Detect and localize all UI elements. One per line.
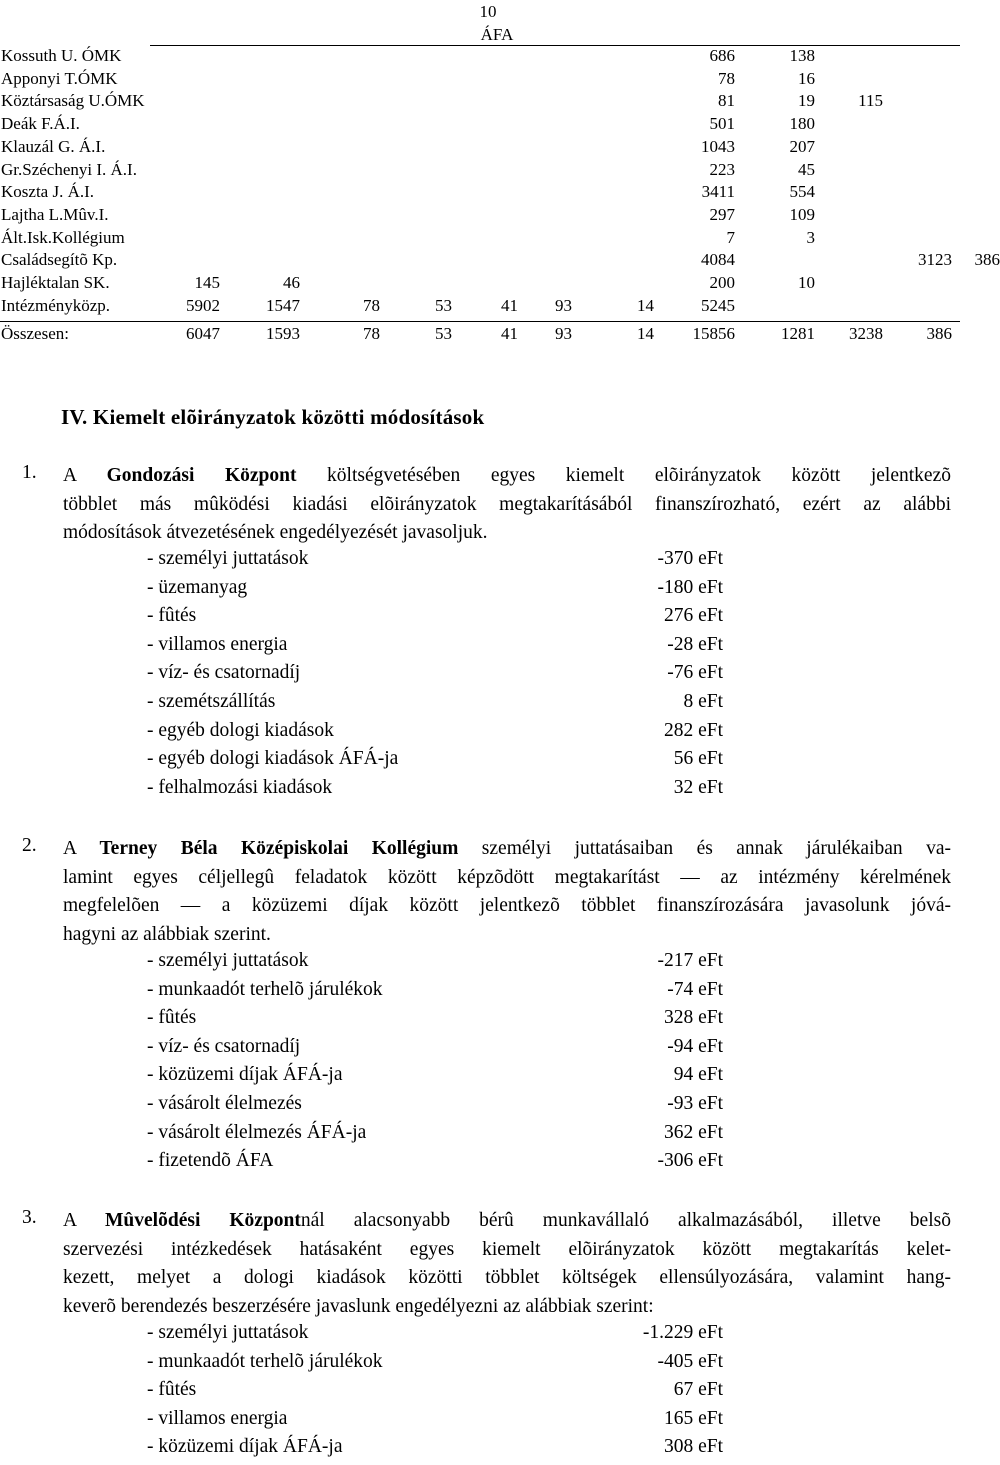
item-label: - víz- és csatornadíj xyxy=(147,1035,301,1057)
list-item xyxy=(147,691,723,720)
item-value: -306 eFt xyxy=(657,1150,723,1172)
cell-col-8: 81 xyxy=(718,91,735,111)
list-item xyxy=(147,1436,723,1465)
cell-col-9: 207 xyxy=(789,136,815,156)
table-row xyxy=(0,205,960,227)
list-item xyxy=(147,1408,723,1437)
item-value: 67 eFt xyxy=(673,1379,723,1401)
row-label: Családsegítõ Kp. xyxy=(1,250,118,270)
cell-col-4: 53 xyxy=(435,295,452,315)
item-label: - villamos energia xyxy=(147,1407,288,1429)
cell-col-8: 7 xyxy=(726,227,735,247)
item-value: 362 eFt xyxy=(663,1121,723,1143)
item-value: 94 eFt xyxy=(673,1064,723,1086)
table-row xyxy=(0,137,960,159)
item-value: -180 eFt xyxy=(657,576,723,598)
item-value: 308 eFt xyxy=(663,1436,723,1458)
item-label: - fûtés xyxy=(147,605,197,627)
list-item xyxy=(147,777,723,806)
para3-number: 3. xyxy=(22,1207,37,1228)
cell-col-8: 1043 xyxy=(701,136,735,156)
item-value: -94 eFt xyxy=(667,1035,723,1057)
cell-col-8: 3411 xyxy=(701,182,735,202)
list-item xyxy=(147,605,723,634)
list-item xyxy=(147,1379,723,1408)
cell-col-8: 200 xyxy=(709,273,735,292)
list-item xyxy=(147,1036,723,1065)
cell-col-1: 6047 xyxy=(186,324,220,343)
cell-col-5: 41 xyxy=(501,324,518,343)
list-item xyxy=(147,1122,723,1151)
list-item xyxy=(147,1093,723,1122)
list-item xyxy=(147,548,723,577)
list-item xyxy=(147,950,723,979)
cell-col-9: 138 xyxy=(789,46,815,65)
cell-col-2: 1547 xyxy=(266,295,300,315)
table-row xyxy=(0,182,960,204)
table-row xyxy=(0,91,960,113)
cell-col-3: 78 xyxy=(363,324,380,343)
table-row xyxy=(0,46,960,68)
item-label: - közüzemi díjak ÁFÁ-ja xyxy=(147,1436,343,1458)
section-title: IV. Kiemelt elõirányzatok közötti módosítások xyxy=(61,405,485,429)
item-label: - üzemanyag xyxy=(147,576,248,598)
cell-col-8: 78 xyxy=(718,68,735,88)
item-value: 276 eFt xyxy=(663,605,723,627)
cell-col-9: 180 xyxy=(789,114,815,134)
para3-institution: Mûvelõdési Központ xyxy=(105,1210,301,1231)
para1-items xyxy=(147,548,723,805)
row-label: Összesen: xyxy=(1,324,69,343)
list-item xyxy=(147,1007,723,1036)
list-item xyxy=(147,577,723,606)
list-item xyxy=(147,1150,723,1179)
cell-col-2: 46 xyxy=(283,273,300,292)
table-row xyxy=(0,296,960,318)
cell-col-10: 3238 xyxy=(849,324,883,343)
list-item xyxy=(147,1322,723,1351)
para1-number: 1. xyxy=(22,462,37,483)
row-label: Köztársaság U.ÓMK xyxy=(1,91,145,111)
cell-col-11: 3123 xyxy=(918,250,952,270)
row-label: Koszta J. Á.I. xyxy=(1,182,95,202)
item-value: 328 eFt xyxy=(663,1007,723,1029)
cell-col-6: 93 xyxy=(555,295,572,315)
cell-col-12: 386 xyxy=(974,250,1000,270)
cell-col-1: 145 xyxy=(194,273,220,292)
cell-col-9: 10 xyxy=(798,273,815,292)
row-label: Gr.Széchenyi I. Á.I. xyxy=(1,159,137,179)
cell-col-8: 5245 xyxy=(701,295,735,315)
total-row xyxy=(0,324,960,346)
cell-col-3: 78 xyxy=(363,295,380,315)
cell-col-8: 4084 xyxy=(701,250,735,270)
list-item xyxy=(147,634,723,663)
item-value: 8 eFt xyxy=(683,690,723,712)
item-label: - fûtés xyxy=(147,1007,197,1029)
item-label: - vásárolt élelmezés xyxy=(147,1092,302,1114)
cell-col-10: 115 xyxy=(858,91,883,111)
item-label: - fûtés xyxy=(147,1379,197,1401)
item-value: 32 eFt xyxy=(673,776,723,798)
row-label: Intézményközp. xyxy=(1,295,111,315)
list-item xyxy=(147,1351,723,1380)
list-item xyxy=(147,1064,723,1093)
item-label: - közüzemi díjak ÁFÁ-ja xyxy=(147,1064,343,1086)
cell-col-8: 686 xyxy=(709,46,735,65)
row-label: Klauzál G. Á.I. xyxy=(1,136,106,156)
row-label: Ált.Isk.Kollégium xyxy=(1,227,125,247)
item-value: -76 eFt xyxy=(667,662,723,684)
table-row xyxy=(0,273,960,295)
cell-col-9: 3 xyxy=(806,227,815,247)
cell-col-8: 15856 xyxy=(692,324,735,343)
para1-text: A Gondozási Központ költségvetésében egyes kiemelt elõirányzatok között jelentkezõ többlet más mûködési kiadási elõirányzatok megtakarításából finanszírozható, ezért az alábbi módosítások átvezetésének engedélyezését javasoljuk. xyxy=(63,465,951,543)
item-value: -1.229 eFt xyxy=(642,1322,723,1343)
para2-number: 2. xyxy=(22,835,37,856)
para2-text: A Terney Béla Középiskolai Kollégium személyi juttatásaiban és annak járulékaiban va- lamint egyes céljellegû feladatok között képzõdött megtakarítást — az intézmény kérelmének megfelelõen — a közüzemi díjak között jelentkezõ többlet finanszírozására javasolunk jóvá- hagyni az alábbiak szerint. xyxy=(63,838,951,945)
cell-col-11: 386 xyxy=(926,324,952,343)
item-label: - fizetendõ ÁFA xyxy=(147,1150,274,1172)
total-rule xyxy=(0,321,960,322)
cell-col-9: 16 xyxy=(798,68,815,88)
cell-col-9: 554 xyxy=(789,182,815,202)
table-row xyxy=(0,69,960,91)
para1-institution: Gondozási Központ xyxy=(106,465,297,486)
row-label: Apponyi T.ÓMK xyxy=(1,68,118,88)
list-item xyxy=(147,748,723,777)
list-item xyxy=(147,662,723,691)
item-label: - személyi juttatások xyxy=(147,548,309,569)
item-value: 165 eFt xyxy=(663,1407,723,1429)
item-value: -93 eFt xyxy=(667,1092,723,1114)
table-row xyxy=(0,160,960,182)
cell-col-8: 223 xyxy=(709,159,735,179)
item-value: -217 eFt xyxy=(657,950,723,971)
table-row xyxy=(0,114,960,136)
item-label: - felhalmozási kiadások xyxy=(147,776,333,798)
item-label: - vásárolt élelmezés ÁFÁ-ja xyxy=(147,1121,367,1143)
cell-col-8: 297 xyxy=(709,204,735,224)
item-label: - munkaadót terhelõ járulékok xyxy=(147,1350,383,1372)
item-label: - szemétszállítás xyxy=(147,690,276,712)
cell-col-1: 5902 xyxy=(186,295,220,315)
cell-col-7: 14 xyxy=(637,324,654,343)
row-label: Lajtha L.Mûv.I. xyxy=(1,204,109,224)
list-item xyxy=(147,720,723,749)
cell-col-9: 45 xyxy=(798,159,815,179)
row-label: Hajléktalan SK. xyxy=(1,273,110,292)
para3-text: A Mûvelõdési Központnál alacsonyabb bérû munkavállaló alkalmazásából, illetve belsõ szervezési intézkedések hatásaként egyes kiemelt elõirányzatok között megtakarítás kelet- kezett, melyet a dologi kiadások közötti többlet költségek ellensúlyozására, valamint hang- keverõ berendezés beszerzésére javaslunk engedélyezni az alábbiak szerint: xyxy=(63,1210,951,1317)
table-row xyxy=(0,250,1000,272)
para2-institution: Terney Béla Középiskolai Kollégium xyxy=(99,838,459,859)
item-label: - egyéb dologi kiadások xyxy=(147,719,334,741)
row-label: Deák F.Á.I. xyxy=(1,114,80,134)
cell-col-9: 19 xyxy=(798,91,815,111)
item-label: - személyi juttatások xyxy=(147,1322,309,1343)
item-label: - személyi juttatások xyxy=(147,950,309,971)
cell-col-8: 501 xyxy=(709,114,735,134)
item-label: - egyéb dologi kiadások ÁFÁ-ja xyxy=(147,748,399,770)
cell-col-2: 1593 xyxy=(266,324,300,343)
item-label: - víz- és csatornadíj xyxy=(147,662,301,684)
table-row xyxy=(0,228,960,250)
para2-items xyxy=(147,950,723,1179)
cell-col-5: 41 xyxy=(501,295,518,315)
cell-col-9: 109 xyxy=(789,204,815,224)
list-item xyxy=(147,979,723,1008)
item-value: -370 eFt xyxy=(657,548,723,569)
item-value: 282 eFt xyxy=(663,719,723,741)
cell-col-9: 1281 xyxy=(781,324,815,343)
item-value: -405 eFt xyxy=(657,1350,723,1372)
cell-col-7: 14 xyxy=(637,295,654,315)
row-label: Kossuth U. ÓMK xyxy=(1,46,122,65)
item-value: -28 eFt xyxy=(667,633,723,655)
cell-col-4: 53 xyxy=(435,324,452,343)
para3-items xyxy=(147,1322,723,1465)
item-value: 56 eFt xyxy=(673,748,723,770)
item-value: -74 eFt xyxy=(667,978,723,1000)
item-label: - villamos energia xyxy=(147,633,288,655)
cell-col-6: 93 xyxy=(555,324,572,343)
item-label: - munkaadót terhelõ járulékok xyxy=(147,978,383,1000)
